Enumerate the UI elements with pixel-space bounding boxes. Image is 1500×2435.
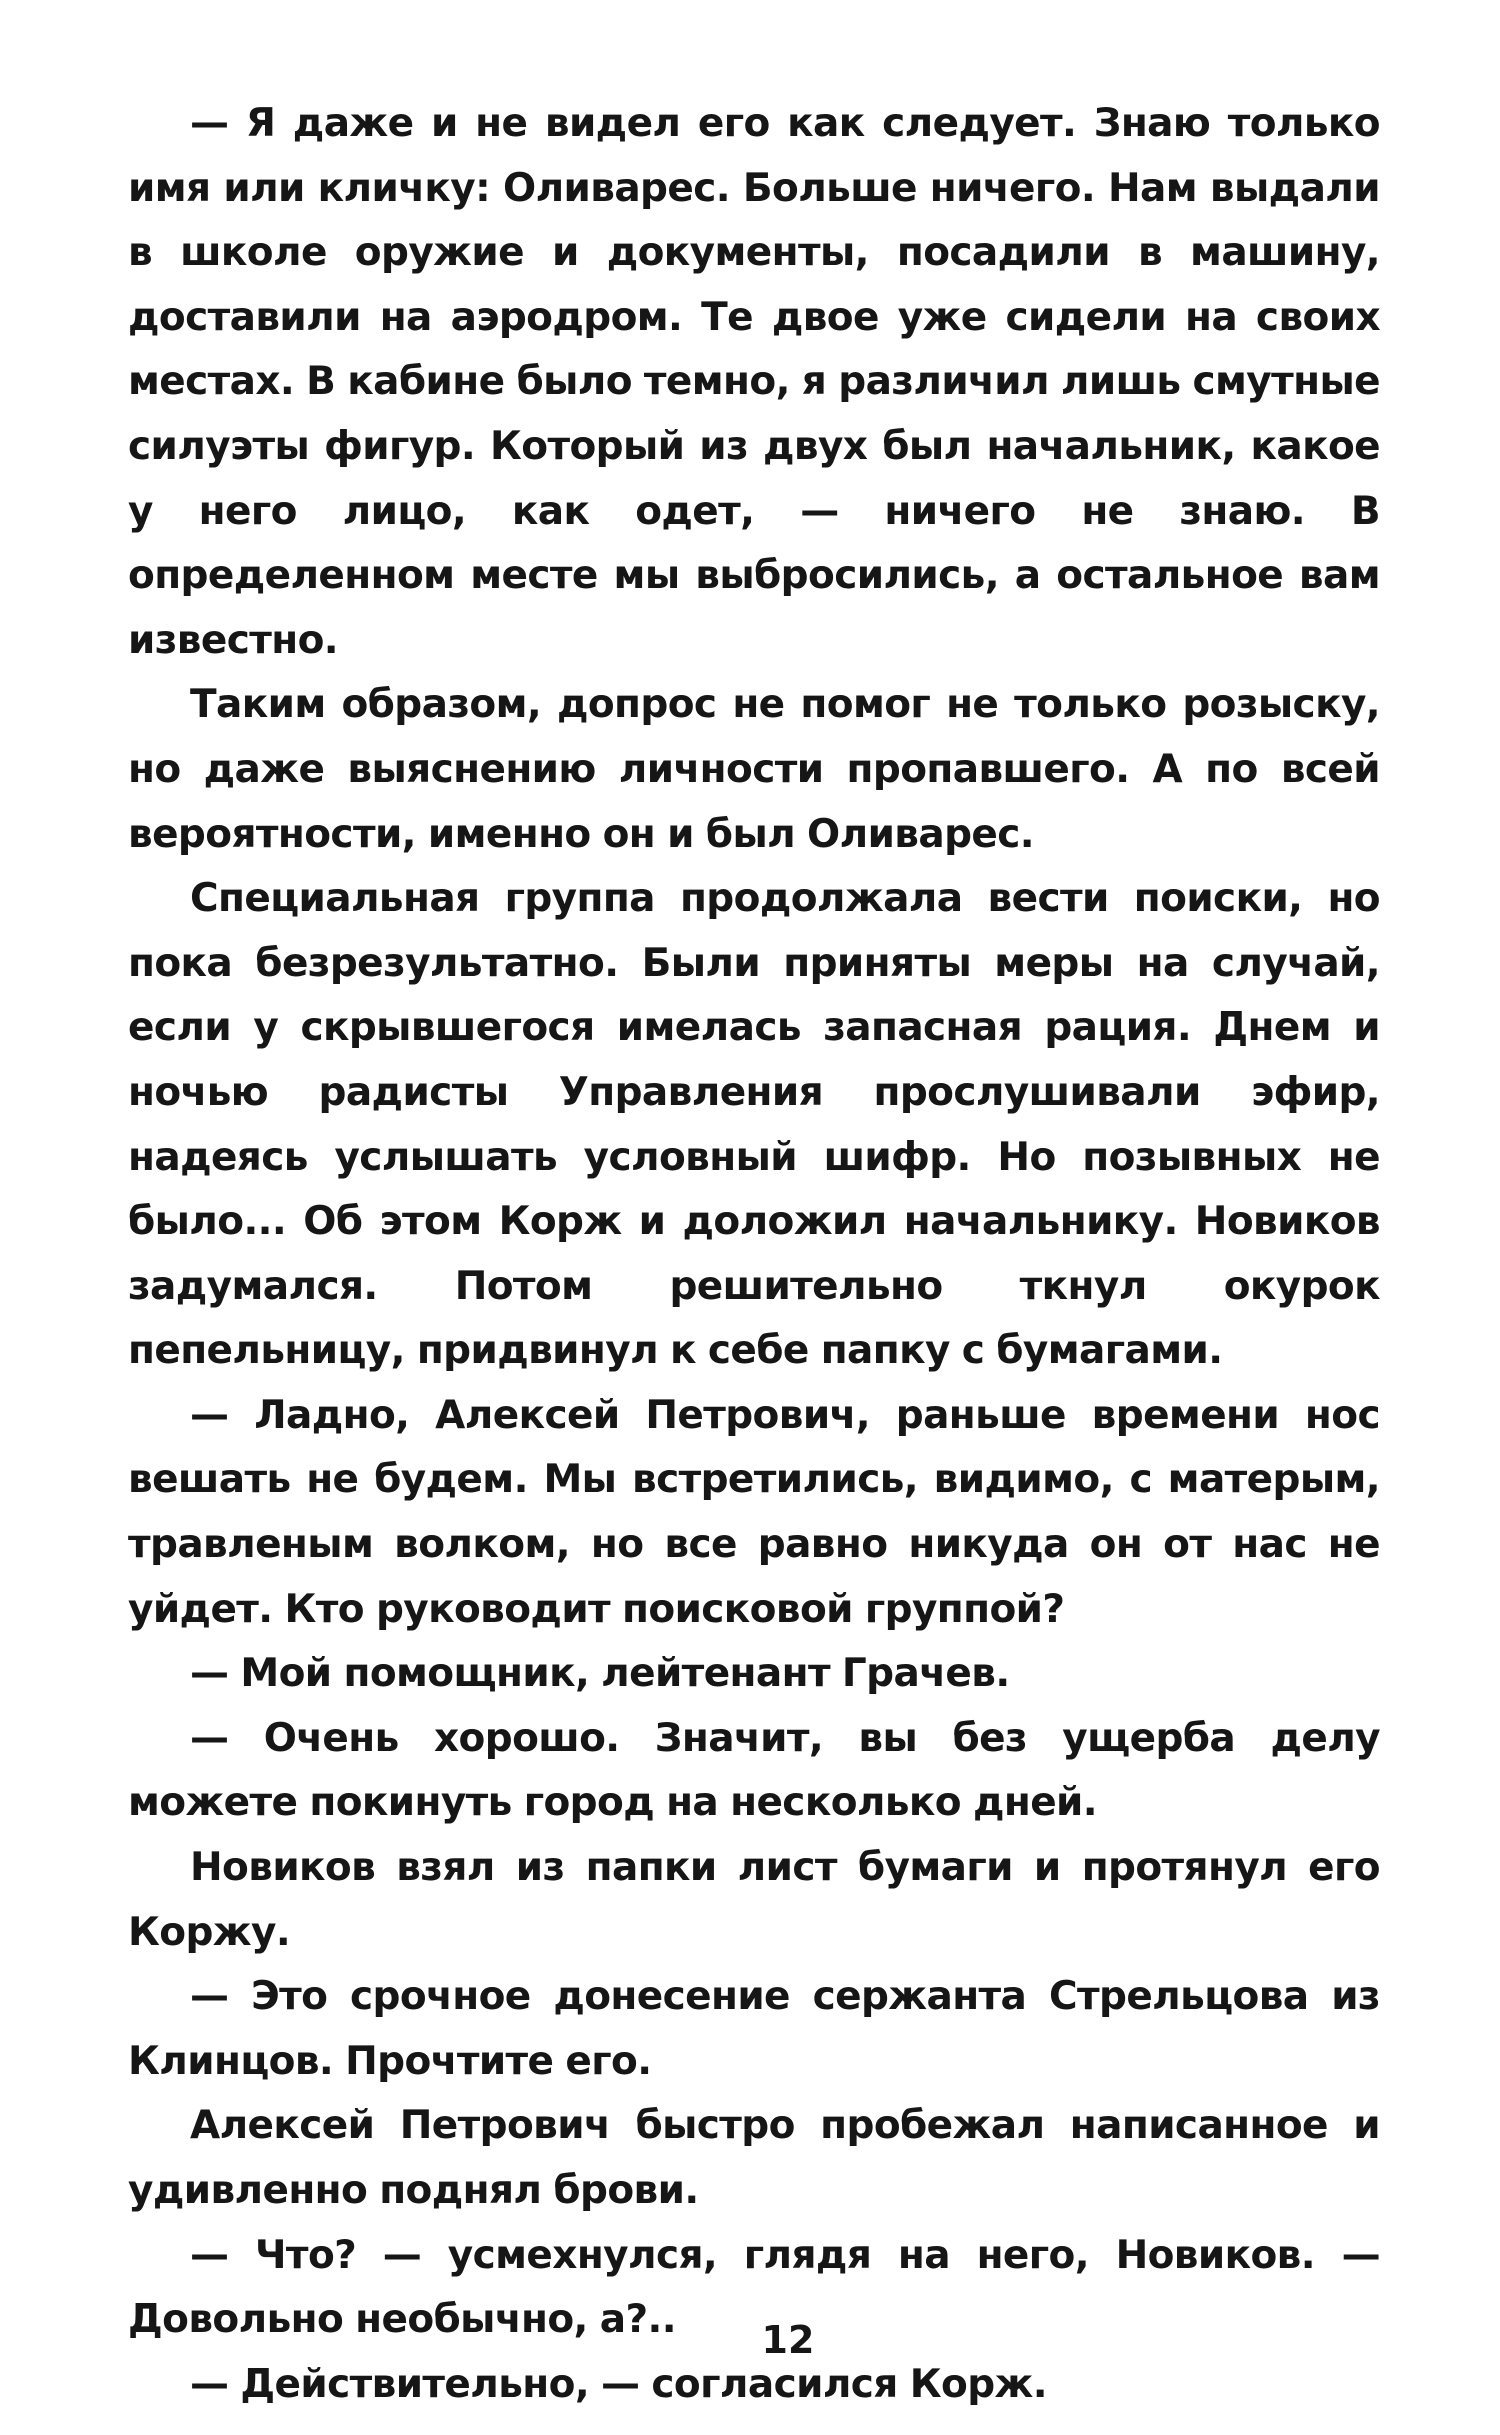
- paragraph: Специальная группа продолжала вести поиски, но пока безрезультатно. Были приняты меры на случай, если у скрывшегося имелась запасная рация. Днем и ночью радисты Управления прослушивали эфир, надеясь услышать условный шифр. Но позывных не было... Об этом Корж и доложил начальнику. Новиков задумался. Потом решительно ткнул окурок пепельницу, придвинул к себе папку с бумагами.: [128, 876, 1380, 1374]
- paragraph: Алексей Петрович быстро пробежал написанное и удивленно поднял брови.: [128, 2103, 1380, 2213]
- paragraph: — Я даже и не видел его как следует. Знаю только имя или кличку: Оливарес. Больше ничего. Нам выдали в школе оружие и документы, посадили в машину, доставили на аэродром. Те двое уже сидели на своих местах. В кабине было темно, я различил лишь смутные силуэты фигур. Который из двух был начальник, какое у него лицо, как одет, — ничего не знаю. В определенном месте мы выбросились, а остальное вам известно.: [128, 101, 1380, 663]
- paragraph: — Что? — усмехнулся, глядя на него, Новиков. — Довольно необычно, а?..: [128, 2232, 1380, 2343]
- paragraph: — Это срочное донесение сержанта Стрельцова из Клинцов. Прочтите его.: [128, 1974, 1380, 2084]
- paragraph: — Ладно, Алексей Петрович, раньше времени нос вешать не будем. Мы встретились, видимо, с матерым, травленым волком, но все равно никуда он от нас не уйдет. Кто руководит поисковой группой?: [128, 1392, 1380, 1632]
- paragraph: — Действительно, — согласился Корж.: [190, 2361, 1047, 2407]
- body-text: [128, 92, 1380, 2417]
- paragraph: — Очень хорошо. Значит, вы без ущерба делу можете покинуть город на несколько дней.: [128, 1715, 1380, 1826]
- paragraph: Новиков взял из папки лист бумаги и протянул его Коржу.: [128, 1845, 1380, 1955]
- paragraph: Таким образом, допрос не помог не только розыску, но даже выяснению личности пропавшего. А по всей вероятности, именно он и был Оливарес.: [128, 682, 1380, 857]
- page-number: 12: [761, 2318, 815, 2362]
- paragraph: — Мой помощник, лейтенант Грачев.: [190, 1651, 1010, 1697]
